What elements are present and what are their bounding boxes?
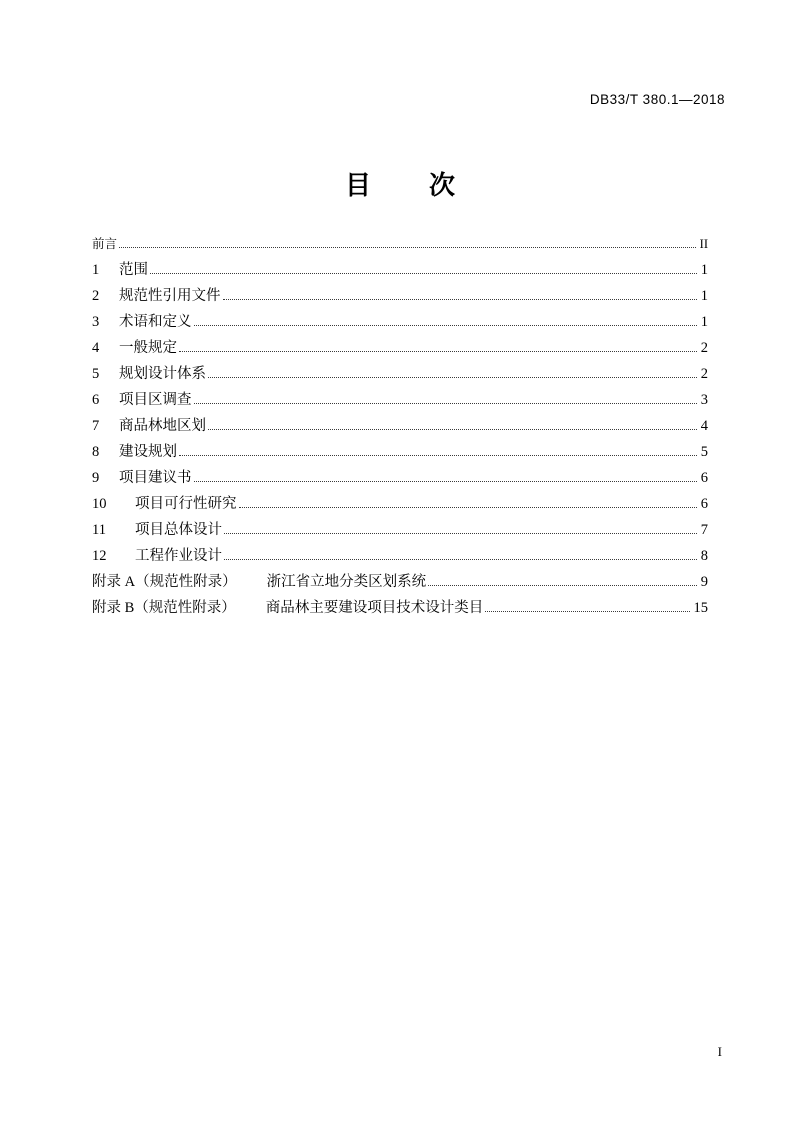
table-of-contents	[92, 238, 708, 627]
toc-entry-4[interactable]	[92, 341, 708, 356]
toc-entry-page: 4	[700, 417, 708, 434]
toc-entry-number: 6	[92, 391, 100, 408]
toc-entry-label: 附录 B（规范性附录）	[92, 599, 236, 616]
toc-entry-subtitle: 商品林主要建设项目技术设计类目	[265, 599, 484, 616]
toc-leader-dots	[208, 428, 697, 430]
toc-leader-dots	[194, 402, 697, 404]
toc-entry-9[interactable]	[92, 471, 708, 486]
toc-leader-dots	[194, 480, 697, 482]
toc-entry-page: 6	[700, 495, 708, 512]
toc-entry-page: 1	[700, 313, 708, 330]
toc-entry-label: 项目可行性研究	[135, 495, 237, 512]
toc-entry-number: 12	[92, 547, 107, 564]
toc-entry-1[interactable]	[92, 263, 708, 278]
footer-page-number: I	[717, 1044, 722, 1059]
toc-entry-5[interactable]	[92, 367, 708, 382]
toc-entry-number: 10	[92, 495, 107, 512]
toc-leader-dots	[194, 324, 697, 326]
toc-entry-label: 前言	[92, 237, 118, 251]
toc-leader-dots	[150, 272, 697, 274]
toc-entry-appendix-a[interactable]	[92, 575, 708, 590]
toc-entry-page: 8	[700, 547, 708, 564]
toc-entry-label: 范围	[119, 261, 148, 278]
toc-entry-number: 8	[92, 443, 100, 460]
toc-leader-dots	[208, 376, 697, 378]
toc-entry-number: 11	[92, 521, 106, 538]
toc-entry-8[interactable]	[92, 445, 708, 460]
toc-entry-7[interactable]	[92, 419, 708, 434]
toc-entry-6[interactable]	[92, 393, 708, 408]
toc-entry-label: 项目建议书	[119, 469, 192, 486]
toc-entry-10[interactable]	[92, 497, 708, 512]
toc-entry-label: 附录 A（规范性附录）	[92, 573, 237, 590]
toc-entry-3[interactable]	[92, 315, 708, 330]
toc-entry-page: 1	[700, 261, 708, 278]
toc-leader-dots	[179, 350, 697, 352]
toc-entry-number: 9	[92, 469, 100, 486]
toc-entry-number: 5	[92, 365, 100, 382]
toc-entry-page: 7	[700, 521, 708, 538]
toc-entry-page: 2	[700, 365, 708, 382]
toc-entry-label: 项目总体设计	[135, 521, 222, 538]
toc-leader-dots	[224, 532, 697, 534]
toc-entry-page: 15	[693, 599, 708, 616]
toc-entry-label: 项目区调查	[119, 391, 192, 408]
toc-entry-label: 术语和定义	[119, 313, 192, 330]
toc-leader-dots	[224, 558, 697, 560]
toc-leader-dots	[485, 610, 689, 612]
toc-leader-dots	[179, 454, 697, 456]
toc-entry-label: 建设规划	[119, 443, 177, 460]
toc-entry-number: 3	[92, 313, 100, 330]
toc-leader-dots	[223, 298, 697, 300]
toc-entry-page: 1	[700, 287, 708, 304]
toc-leader-dots	[119, 246, 696, 248]
toc-entry-preface[interactable]	[92, 238, 708, 251]
toc-entry-page: II	[699, 237, 708, 251]
toc-entry-label: 商品林地区划	[119, 417, 206, 434]
toc-entry-number: 2	[92, 287, 100, 304]
toc-entry-number: 1	[92, 261, 100, 278]
standard-code-header: DB33/T 380.1—2018	[589, 92, 725, 107]
toc-entry-label: 工程作业设计	[135, 547, 222, 564]
page-title: 目 次	[344, 171, 471, 200]
toc-leader-dots	[239, 506, 697, 508]
toc-entry-label: 规范性引用文件	[119, 287, 221, 304]
toc-entry-page: 2	[700, 339, 708, 356]
toc-entry-2[interactable]	[92, 289, 708, 304]
toc-entry-11[interactable]	[92, 523, 708, 538]
toc-entry-subtitle: 浙江省立地分类区划系统	[266, 573, 427, 590]
toc-entry-page: 5	[700, 443, 708, 460]
toc-entry-page: 9	[700, 573, 708, 590]
toc-entry-page: 3	[700, 391, 708, 408]
toc-entry-number: 4	[92, 339, 100, 356]
toc-entry-number: 7	[92, 417, 100, 434]
toc-entry-page: 6	[700, 469, 708, 486]
toc-leader-dots	[428, 584, 697, 586]
toc-entry-label: 一般规定	[119, 339, 177, 356]
toc-entry-12[interactable]	[92, 549, 708, 564]
toc-entry-label: 规划设计体系	[119, 365, 206, 382]
toc-entry-appendix-b[interactable]	[92, 601, 708, 616]
